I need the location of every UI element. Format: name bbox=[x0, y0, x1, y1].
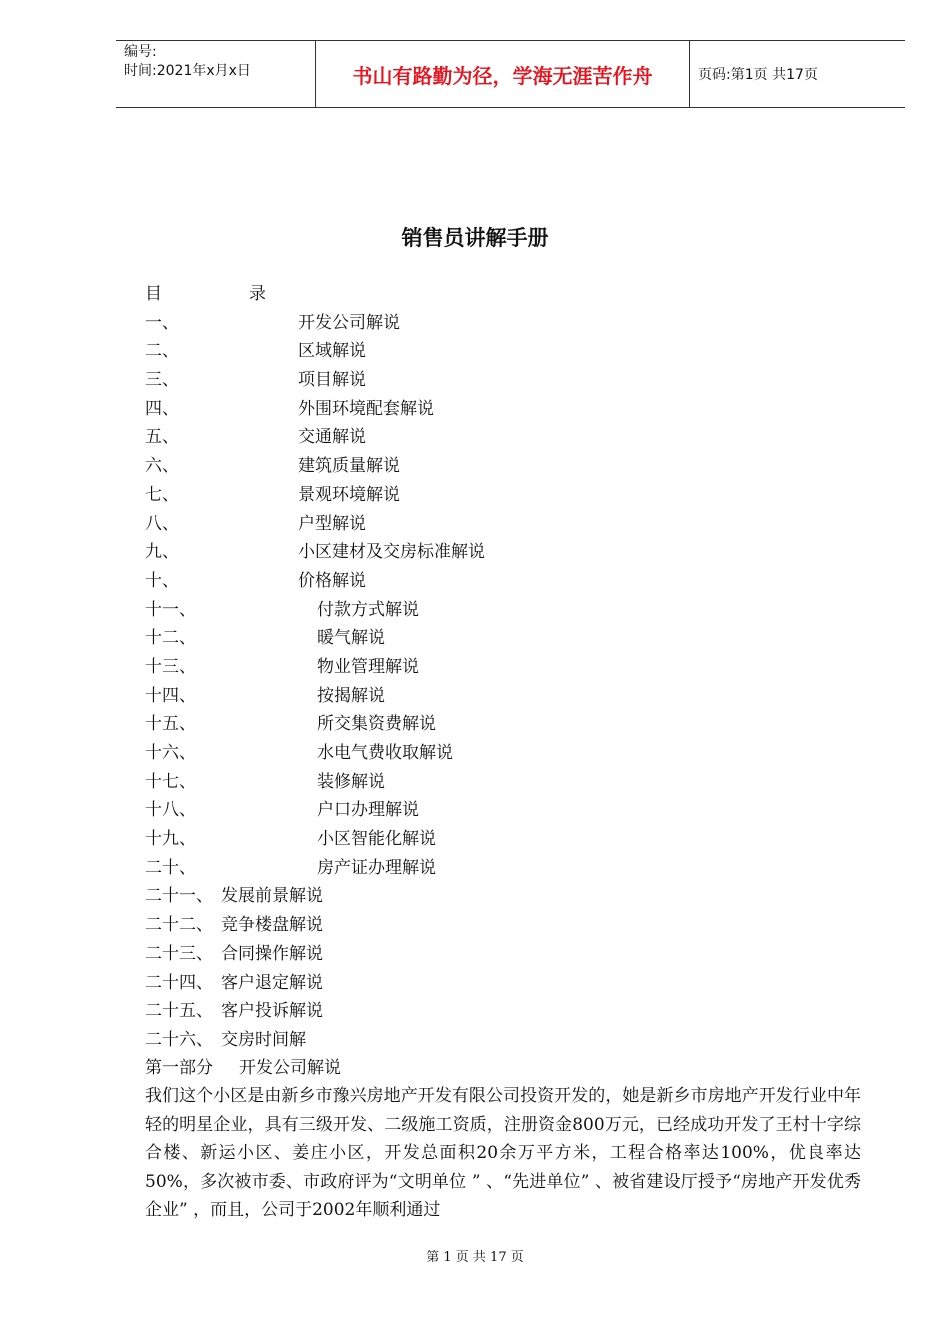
toc-item-number: 十七、 bbox=[145, 771, 196, 792]
toc-item bbox=[145, 682, 865, 711]
toc-item-text: 价格解说 bbox=[298, 570, 366, 591]
toc-item-text: 小区智能化解说 bbox=[317, 829, 436, 850]
toc-item bbox=[145, 423, 865, 452]
toc-item-number: 二、 bbox=[145, 341, 179, 362]
toc-heading-left: 目 bbox=[145, 284, 162, 304]
toc-item-number: 十四、 bbox=[145, 685, 196, 706]
toc-item bbox=[145, 395, 865, 424]
time-label: 时间:2021年x月x日 bbox=[124, 63, 251, 79]
toc-item bbox=[145, 768, 865, 797]
toc-item-number: 二十一、 bbox=[145, 886, 213, 907]
toc-item-number: 十三、 bbox=[145, 656, 196, 677]
toc-item-number: 六、 bbox=[145, 456, 179, 477]
header-meta bbox=[116, 41, 316, 107]
toc-item bbox=[145, 309, 865, 338]
toc-item-text: 区域解说 bbox=[298, 341, 366, 362]
toc-item bbox=[145, 854, 865, 883]
toc-item bbox=[145, 1026, 865, 1055]
toc-item-number: 十一、 bbox=[145, 599, 196, 620]
toc-item bbox=[145, 940, 865, 969]
toc-item bbox=[145, 366, 865, 395]
toc-item-number: 一、 bbox=[145, 312, 179, 333]
toc-item-number: 七、 bbox=[145, 484, 179, 505]
toc-item bbox=[145, 567, 865, 596]
toc-heading-right: 录 bbox=[249, 284, 266, 304]
toc-item-text: 物业管理解说 bbox=[317, 656, 419, 677]
toc-item bbox=[145, 882, 865, 911]
toc-item-number: 十五、 bbox=[145, 714, 196, 735]
toc-heading bbox=[145, 280, 865, 309]
header-motto: 书山有路勤为径，学海无涯苦作舟 bbox=[316, 41, 690, 107]
toc-item-text: 合同操作解说 bbox=[221, 943, 323, 964]
toc-item bbox=[145, 452, 865, 481]
toc-item-number: 八、 bbox=[145, 513, 179, 534]
toc-item bbox=[145, 653, 865, 682]
document-title: 销售员讲解手册 bbox=[401, 226, 549, 250]
toc-item bbox=[145, 911, 865, 940]
toc-item-text: 建筑质量解说 bbox=[298, 456, 400, 477]
toc-item-number: 二十五、 bbox=[145, 1001, 213, 1022]
toc-item bbox=[145, 997, 865, 1026]
toc-item bbox=[145, 510, 865, 539]
toc-item-text: 户口办理解说 bbox=[317, 800, 419, 821]
section-paragraph: 我们这个小区是由新乡市豫兴房地产开发有限公司投资开发的，她是新乡市房地产开发行业中年轻的明星企业，具有三级开发、二级施工资质，注册资金800万元，已经成功开发了王村十字综合楼、新运小区、姜庄小区，开发总面积20余万平方米，工程合格率达100%，优良率达50%，多次被市委、市政府评为“文明单位 ” 、“先进单位” 、被省建设厅授予“房地产开发优秀企业” ，而且，公司于2002年顺利通过 bbox=[145, 1086, 861, 1221]
toc-item-text: 开发公司解说 bbox=[298, 312, 400, 333]
toc-item-text: 付款方式解说 bbox=[317, 599, 419, 620]
toc-item-text: 客户投诉解说 bbox=[221, 1001, 323, 1022]
toc-item bbox=[145, 596, 865, 625]
toc-item-text: 水电气费收取解说 bbox=[317, 743, 453, 763]
toc-item-text: 交通解说 bbox=[298, 427, 366, 448]
toc-item-number: 三、 bbox=[145, 370, 179, 391]
table-of-contents bbox=[145, 280, 865, 1055]
toc-item-text: 交房时间解 bbox=[221, 1029, 306, 1050]
toc-item-text: 景观环境解说 bbox=[298, 484, 400, 505]
toc-item-number: 五、 bbox=[145, 427, 179, 448]
section-title: 开发公司解说 bbox=[239, 1058, 341, 1078]
toc-item bbox=[145, 710, 865, 739]
toc-item-text: 按揭解说 bbox=[317, 685, 385, 706]
toc-item-number: 四、 bbox=[145, 398, 179, 419]
toc-item-number: 十二、 bbox=[145, 628, 196, 649]
toc-item bbox=[145, 337, 865, 366]
toc-item bbox=[145, 796, 865, 825]
toc-item-number: 二十三、 bbox=[145, 943, 213, 964]
toc-item-number: 九、 bbox=[145, 542, 179, 563]
header-page-info: 页码:第1页 共17页 bbox=[698, 67, 818, 83]
toc-item-text: 装修解说 bbox=[317, 771, 385, 792]
toc-item bbox=[145, 825, 865, 854]
toc-item-text: 客户退定解说 bbox=[221, 972, 323, 993]
toc-item-text: 所交集资费解说 bbox=[317, 714, 436, 735]
toc-item-text: 项目解说 bbox=[298, 370, 366, 391]
toc-item-text: 户型解说 bbox=[298, 513, 366, 534]
toc-item-number: 十八、 bbox=[145, 800, 196, 821]
toc-item-text: 外围环境配套解说 bbox=[298, 398, 434, 419]
toc-item-text: 暖气解说 bbox=[317, 628, 385, 649]
page-header bbox=[116, 40, 905, 108]
toc-item bbox=[145, 624, 865, 653]
toc-item-text: 发展前景解说 bbox=[221, 886, 323, 907]
toc-item-text: 小区建材及交房标准解说 bbox=[298, 542, 485, 563]
toc-item-number: 十六、 bbox=[145, 743, 196, 763]
toc-item-number: 二十六、 bbox=[145, 1029, 213, 1050]
section-heading bbox=[145, 1054, 341, 1083]
toc-item-number: 十九、 bbox=[145, 829, 196, 850]
toc-item-number: 二十、 bbox=[145, 857, 196, 878]
toc-item bbox=[145, 969, 865, 998]
toc-item bbox=[145, 739, 865, 768]
number-label: 编号: bbox=[124, 44, 157, 60]
toc-item-text: 房产证办理解说 bbox=[317, 857, 436, 878]
toc-item bbox=[145, 481, 865, 510]
toc-item-number: 十、 bbox=[145, 570, 179, 591]
page-footer: 第 1 页 共 17 页 bbox=[426, 1250, 524, 1265]
toc-item-number: 二十四、 bbox=[145, 972, 213, 993]
toc-item bbox=[145, 538, 865, 567]
toc-item-text: 竞争楼盘解说 bbox=[221, 915, 323, 936]
toc-item-number: 二十二、 bbox=[145, 915, 213, 936]
section-part: 第一部分 bbox=[145, 1058, 213, 1078]
